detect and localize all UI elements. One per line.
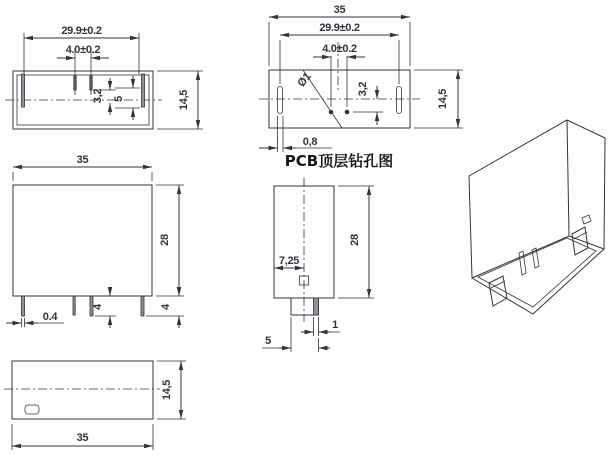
dim-pin-offset: 7,25 [278, 255, 300, 267]
dim-pcb-width: 35 [333, 4, 346, 16]
pin [22, 74, 25, 107]
bottom-outline [12, 361, 153, 419]
extension-lines [291, 317, 319, 352]
dim-top-height: 14,5 [178, 89, 190, 111]
extension-lines [314, 317, 319, 336]
dim-top-pin-span: 29.9±0.2 [61, 25, 102, 37]
iso-pin-edge [574, 232, 587, 239]
extension-lines [278, 116, 284, 152]
dim-top-32: 3,2 [92, 88, 104, 104]
side-view [262, 178, 374, 352]
dim-top-5: 5 [113, 96, 125, 102]
dim-pcb-height: 14,5 [437, 88, 449, 110]
dim-top-coil-span: 4.0±0.2 [65, 44, 101, 56]
front-view [6, 154, 184, 328]
pcb-view-caption: PCB顶层钻孔图 [284, 152, 394, 170]
dim-pcb-pin-span: 29.9±0.2 [319, 22, 360, 34]
coil-pin [73, 296, 75, 315]
dim-side-height: 28 [349, 234, 361, 246]
label-slot [25, 405, 39, 414]
pin [22, 296, 25, 316]
dim-hole-diameter: Ø1 [295, 70, 314, 90]
pcb-drill-view [259, 4, 463, 170]
extension-lines [13, 172, 152, 181]
iso-pin-edge [491, 281, 505, 288]
front-outline [13, 185, 152, 296]
drill-hole [345, 110, 350, 115]
top-view [5, 25, 203, 129]
mount-slot [397, 87, 402, 114]
dim-pin-length-right: 4 [160, 304, 172, 310]
iso-bottom-far-edges [472, 236, 604, 278]
dim-pin-width: 0.4 [42, 311, 58, 323]
dim-bottom-height: 14,5 [161, 379, 173, 401]
dim-front-height: 28 [159, 234, 171, 246]
dim-bottom-width: 35 [76, 432, 89, 444]
pin [142, 74, 145, 107]
pin-blade [314, 298, 319, 315]
extension-lines [22, 318, 25, 327]
iso-marking-tab [582, 215, 591, 224]
dim-pcb-coil-span: 4.0±0.2 [322, 43, 357, 55]
dim-pcb-32: 3,2 [357, 81, 369, 97]
iso-front-edge [567, 120, 569, 236]
isometric-view [469, 120, 605, 314]
dim-pin-length-mid: 4 [92, 304, 104, 310]
dim-slot-width: 0,8 [302, 136, 318, 148]
mount-slot [278, 87, 283, 114]
dim-pin-thickness: 1 [332, 319, 338, 331]
dim-front-width: 35 [76, 154, 89, 166]
bottom-view [4, 361, 186, 450]
pin [141, 296, 144, 316]
dim-side-pin-width: 5 [265, 335, 271, 347]
